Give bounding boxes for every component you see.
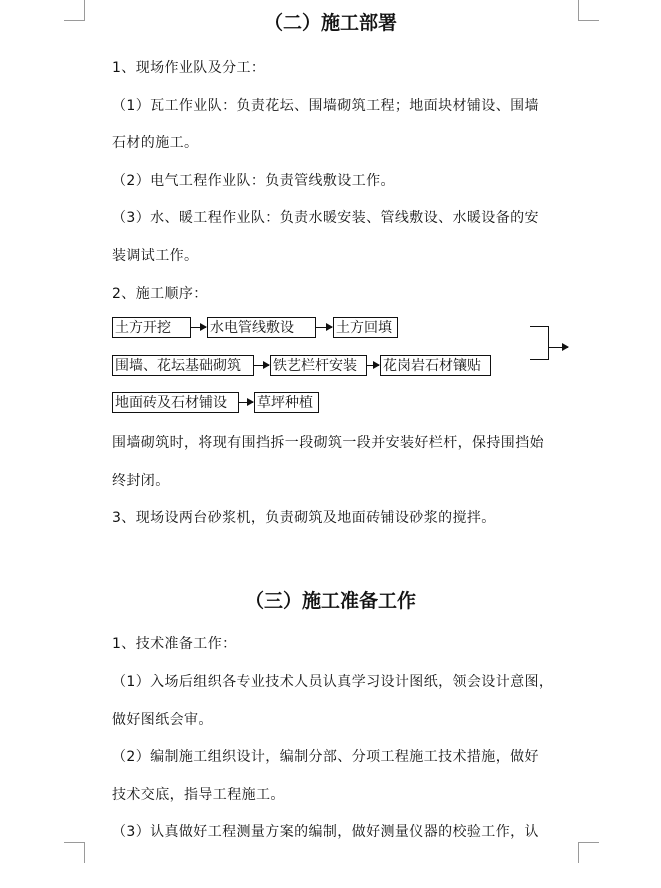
section-heading: （二）施工部署 — [263, 12, 397, 34]
paragraph-line: 石材的施工。 — [112, 135, 199, 151]
flow-arrow — [548, 347, 568, 348]
flow-arrow — [254, 365, 269, 366]
page-corner-mark — [64, 842, 85, 863]
flow-step-box: 土方开挖 — [112, 317, 191, 338]
flow-step-box: 地面砖及石材铺设 — [112, 392, 239, 413]
flow-step-box: 花岗岩石材镶贴 — [380, 355, 491, 376]
paragraph-line: （3）水、暖工程作业队：负责水暖安装、管线敷设、水暖设备的安 — [112, 210, 539, 226]
flow-step-box: 水电管线敷设 — [207, 317, 316, 338]
flow-bracket — [530, 326, 549, 360]
paragraph-line: （1）瓦工作业队：负责花坛、围墙砌筑工程；地面块材铺设、围墙 — [112, 98, 539, 114]
flow-step-box: 草坪种植 — [254, 392, 319, 413]
paragraph-line: （2）电气工程作业队：负责管线敷设工作。 — [112, 173, 395, 189]
paragraph-line: 3、现场设两台砂浆机，负责砌筑及地面砖铺设砂浆的搅拌。 — [112, 510, 496, 526]
paragraph-line: 终封闭。 — [112, 473, 170, 489]
paragraph-line: 装调试工作。 — [112, 248, 199, 264]
page-corner-mark — [578, 842, 599, 863]
paragraph-line: （3）认真做好工程测量方案的编制，做好测量仪器的校验工作，认 — [112, 824, 539, 840]
flow-step-box: 围墙、花坛基础砌筑 — [112, 355, 254, 376]
flow-arrow — [316, 327, 332, 328]
paragraph-line: 1、技术准备工作： — [112, 636, 237, 652]
flow-step-box: 土方回填 — [333, 317, 398, 338]
paragraph-line: 1、现场作业队及分工： — [112, 60, 266, 76]
flow-arrow — [367, 365, 379, 366]
flow-arrow — [239, 402, 253, 403]
paragraph-line: （2）编制施工组织设计，编制分部、分项工程施工技术措施，做好 — [112, 749, 539, 765]
paragraph-line: （1）入场后组织各专业技术人员认真学习设计图纸，领会设计意图， — [112, 674, 554, 690]
flow-step-box: 铁艺栏杆安装 — [270, 355, 367, 376]
paragraph-line: 做好图纸会审。 — [112, 712, 213, 728]
paragraph-line: 技术交底，指导工程施工。 — [112, 787, 285, 803]
paragraph-line: 2、施工顺序： — [112, 286, 208, 302]
paragraph-line: 围墙砌筑时，将现有围挡拆一段砌筑一段并安装好栏杆，保持围挡始 — [112, 435, 544, 451]
section-heading: （三）施工准备工作 — [244, 590, 416, 612]
flow-arrow — [191, 327, 206, 328]
